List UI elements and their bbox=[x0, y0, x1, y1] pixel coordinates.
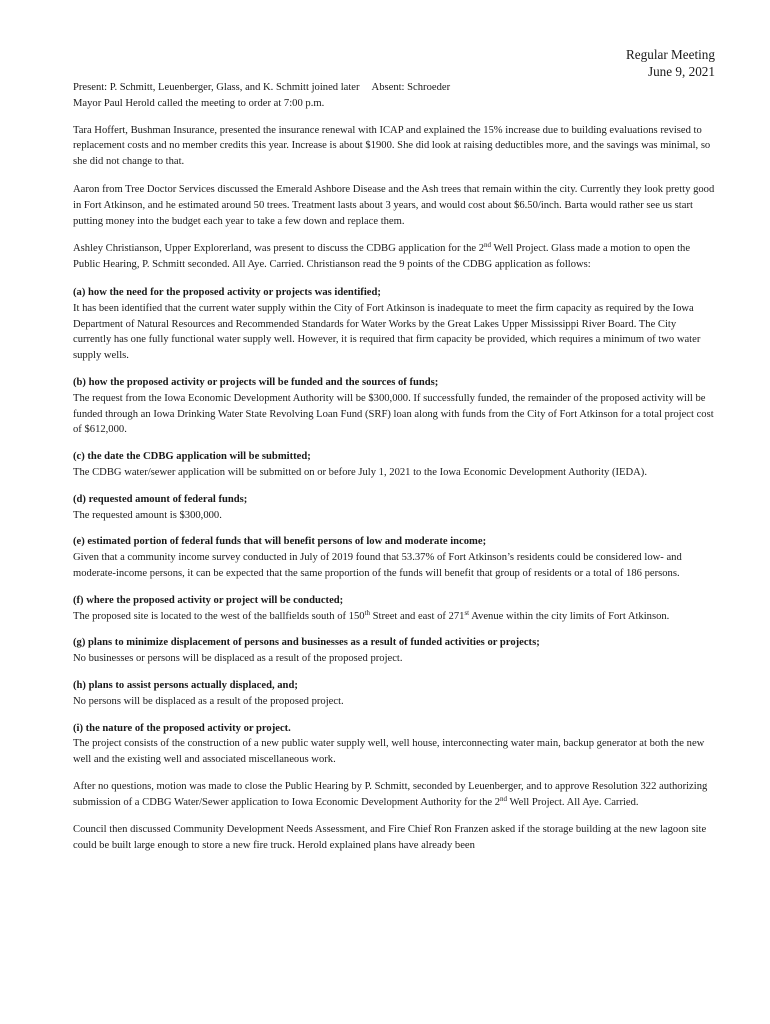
meeting-date: June 9, 2021 bbox=[647, 64, 715, 79]
item-i-heading: (i) the nature of the proposed activity or project. bbox=[73, 722, 291, 734]
motion-text-cont: Well Project. All Aye. Carried. bbox=[507, 796, 639, 808]
item-h-heading: (h) plans to assist persons actually displaced, and; bbox=[73, 679, 298, 691]
item-i bbox=[73, 721, 715, 768]
present-line bbox=[73, 80, 715, 96]
item-c bbox=[73, 449, 715, 481]
item-c-body: The CDBG water/sewer application will be submitted on or before July 1, 2021 to the Iowa Economic Development Authority (IEDA). bbox=[73, 466, 647, 478]
item-d-heading: (d) requested amount of federal funds; bbox=[73, 493, 248, 505]
item-f-body bbox=[73, 609, 715, 625]
ordinal-suffix: nd bbox=[484, 241, 492, 250]
item-h bbox=[73, 678, 715, 710]
ordinal-suffix: st bbox=[464, 608, 470, 617]
insurance-paragraph: Tara Hoffert, Bushman Insurance, presented the insurance renewal with ICAP and explained the 15% increase due to building evaluations revised to replacement costs and no member credits this year. Increase is about $1900. She did look at raising deductibles more, and the savings was minimal, so she did not change to that. bbox=[73, 124, 711, 168]
motion-text: After no questions, motion was made to close the Public Hearing by P. Schmitt, seconded by Leuenberger, and to approve Resolution 322 authorizing submission of a CDBG Water/Sewer application to Iowa Economic Development Authority for the 2 bbox=[73, 780, 708, 808]
attendance-block bbox=[73, 80, 715, 112]
council-paragraph: Council then discussed Community Development Needs Assessment, and Fire Chief Ron Franzen asked if the storage building at the new lagoon site could be built large enough to store a new fire truck. Herold explained plans have already been bbox=[73, 824, 707, 852]
cdbg-intro-text-cont: Well Project. Glass made a motion to open the Public Hearing, P. Schmitt seconded. All Aye. Carried. Christianson read the 9 points of the CDBG application as follows: bbox=[73, 243, 691, 271]
item-f-heading: (f) where the proposed activity or project will be conducted; bbox=[73, 594, 344, 606]
item-e bbox=[73, 534, 715, 581]
item-b-heading: (b) how the proposed activity or projects will be funded and the sources of funds; bbox=[73, 376, 439, 388]
item-f-text: The proposed site is located to the west of the ballfields south of 150 bbox=[73, 610, 365, 622]
item-f bbox=[73, 593, 715, 625]
item-f-text-cont: Street and east of 271 bbox=[370, 610, 465, 622]
tree-paragraph: Aaron from Tree Doctor Services discussed the Emerald Ashbore Disease and the Ash trees that remain within the city. Currently they look pretty good in Fort Atkinson, and he estimated around 50 trees. Treatment lasts about 3 years, and would cost about $6.50/inch. Barta would rather see us start putting money into the budget each year to take a few down and replace them. bbox=[73, 183, 715, 227]
call-to-order: Mayor Paul Herold called the meeting to order at 7:00 p.m. bbox=[73, 97, 325, 109]
item-h-body: No persons will be displaced as a result of the proposed project. bbox=[73, 695, 344, 707]
absent-list: Absent: Schroeder bbox=[371, 82, 451, 93]
item-a-heading: (a) how the need for the proposed activity or projects was identified; bbox=[73, 286, 381, 298]
item-b bbox=[73, 375, 715, 438]
item-i-body: The project consists of the construction of a new public water supply well, well house, interconnecting water main, backup generator at both the new well and the existing well and associated miscellaneous work. bbox=[73, 738, 705, 766]
item-g-heading: (g) plans to minimize displacement of persons and businesses as a result of funded activities or projects; bbox=[73, 637, 540, 649]
item-g bbox=[73, 635, 715, 667]
item-a bbox=[73, 285, 715, 364]
item-f-text-end: Avenue within the city limits of Fort Atkinson. bbox=[469, 610, 670, 622]
ordinal-suffix: nd bbox=[500, 794, 508, 803]
item-d bbox=[73, 492, 715, 524]
present-list: Present: P. Schmitt, Leuenberger, Glass, and K. Schmitt joined later bbox=[73, 82, 360, 93]
item-a-body: It has been identified that the current water supply within the City of Fort Atkinson is inadequate to meet the firm capacity as required by the Iowa Department of Natural Resources and Recommended Standards for Water Works by the Great Lakes Upper Mississippi River Board. The City currently has one fully functional water supply well. However, it is required that firm capacity be provided, which requires a minimum of two water supply wells. bbox=[73, 302, 701, 362]
item-g-body: No businesses or persons will be displaced as a result of the proposed project. bbox=[73, 653, 403, 665]
item-b-body: The request from the Iowa Economic Development Authority will be $300,000. If successfully funded, the remainder of the proposed activity will be funded through an Iowa Drinking Water State Revolving Loan Fund (SRF) loan along with funds from the City of Fort Atkinson for a total project cost of $612,000. bbox=[73, 392, 714, 436]
minutes-page bbox=[73, 46, 715, 866]
cdbg-intro-text: Ashley Christianson, Upper Explorerland, was present to discuss the CDBG application for the 2 bbox=[73, 243, 485, 255]
meeting-header bbox=[73, 46, 715, 80]
cdbg-intro-paragraph bbox=[73, 241, 715, 273]
item-e-heading: (e) estimated portion of federal funds that will benefit persons of low and moderate income; bbox=[73, 536, 487, 548]
motion-paragraph bbox=[73, 779, 715, 811]
meeting-type: Regular Meeting bbox=[626, 47, 715, 62]
item-c-heading: (c) the date the CDBG application will be submitted; bbox=[73, 451, 311, 463]
ordinal-suffix: th bbox=[364, 608, 371, 617]
item-e-body: Given that a community income survey conducted in July of 2019 found that 53.37% of Fort Atkinson’s residents could be considered low- and moderate-income persons, it can be expected that the same proportion of the funds will benefit that group of residents or a total of 186 persons. bbox=[73, 552, 682, 579]
item-d-body: The requested amount is $300,000. bbox=[73, 509, 222, 521]
